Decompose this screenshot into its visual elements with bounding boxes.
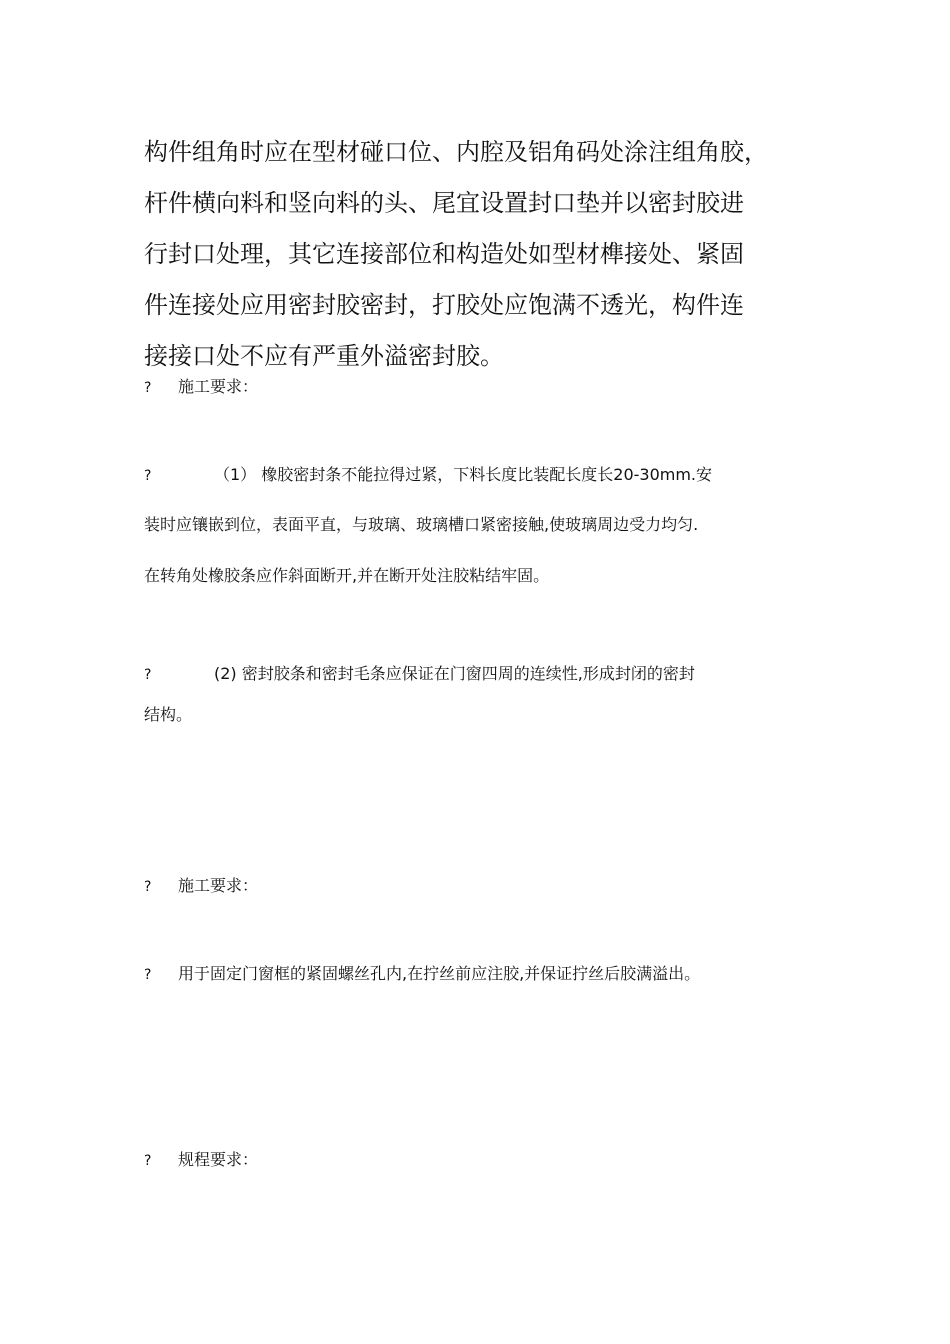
item-text: 用于固定门窗框的紧固螺丝孔内,在拧丝前应注胶,并保证拧丝后胶满溢出。	[178, 964, 701, 983]
item-text: (2) 密封胶条和密封毛条应保证在门窗四周的连续性,形成封闭的密封	[214, 664, 695, 683]
heading-text: 规程要求：	[178, 1150, 259, 1169]
intro-line: 行封口处理，其它连接部位和构造处如型材榫接处、紧固	[144, 240, 744, 268]
heading-text: 施工要求：	[178, 377, 259, 396]
list-item-screw-holes	[144, 964, 700, 985]
intro-line: 件连接处应用密封胶密封，打胶处应饱满不透光，构件连	[144, 291, 744, 319]
section-heading-regulations	[144, 1150, 258, 1171]
item-continuation: 结构。	[144, 705, 193, 724]
section-heading-construction-1	[144, 377, 258, 398]
bullet-marker: ?	[144, 667, 152, 683]
bullet-marker: ?	[144, 1153, 152, 1169]
bullet-marker: ?	[144, 380, 152, 396]
bullet-marker: ?	[144, 879, 152, 895]
intro-paragraph	[144, 127, 824, 382]
bullet-marker: ?	[144, 967, 152, 983]
intro-line: 杆件横向料和竖向料的头、尾宜设置封口垫并以密封胶进	[144, 189, 744, 217]
heading-text: 施工要求：	[178, 876, 259, 895]
intro-line: 构件组角时应在型材碰口位、内腔及铝角码处涂注组角胶，	[144, 138, 768, 166]
intro-line: 接接口处不应有严重外溢密封胶。	[144, 342, 504, 370]
item-continuation: 装时应镶嵌到位，表面平直，与玻璃、玻璃槽口紧密接触,使玻璃周边受力均匀.	[144, 515, 699, 534]
item-text: （1） 橡胶密封条不能拉得过紧，下料长度比装配长度长20-30mm.安	[214, 465, 713, 484]
list-item-rubber-seal	[144, 465, 712, 486]
list-item-sealing-strip	[144, 664, 695, 685]
section-heading-construction-2	[144, 876, 258, 897]
bullet-marker: ?	[144, 468, 152, 484]
item-continuation: 在转角处橡胶条应作斜面断开,并在断开处注胶粘结牢固。	[144, 566, 550, 585]
